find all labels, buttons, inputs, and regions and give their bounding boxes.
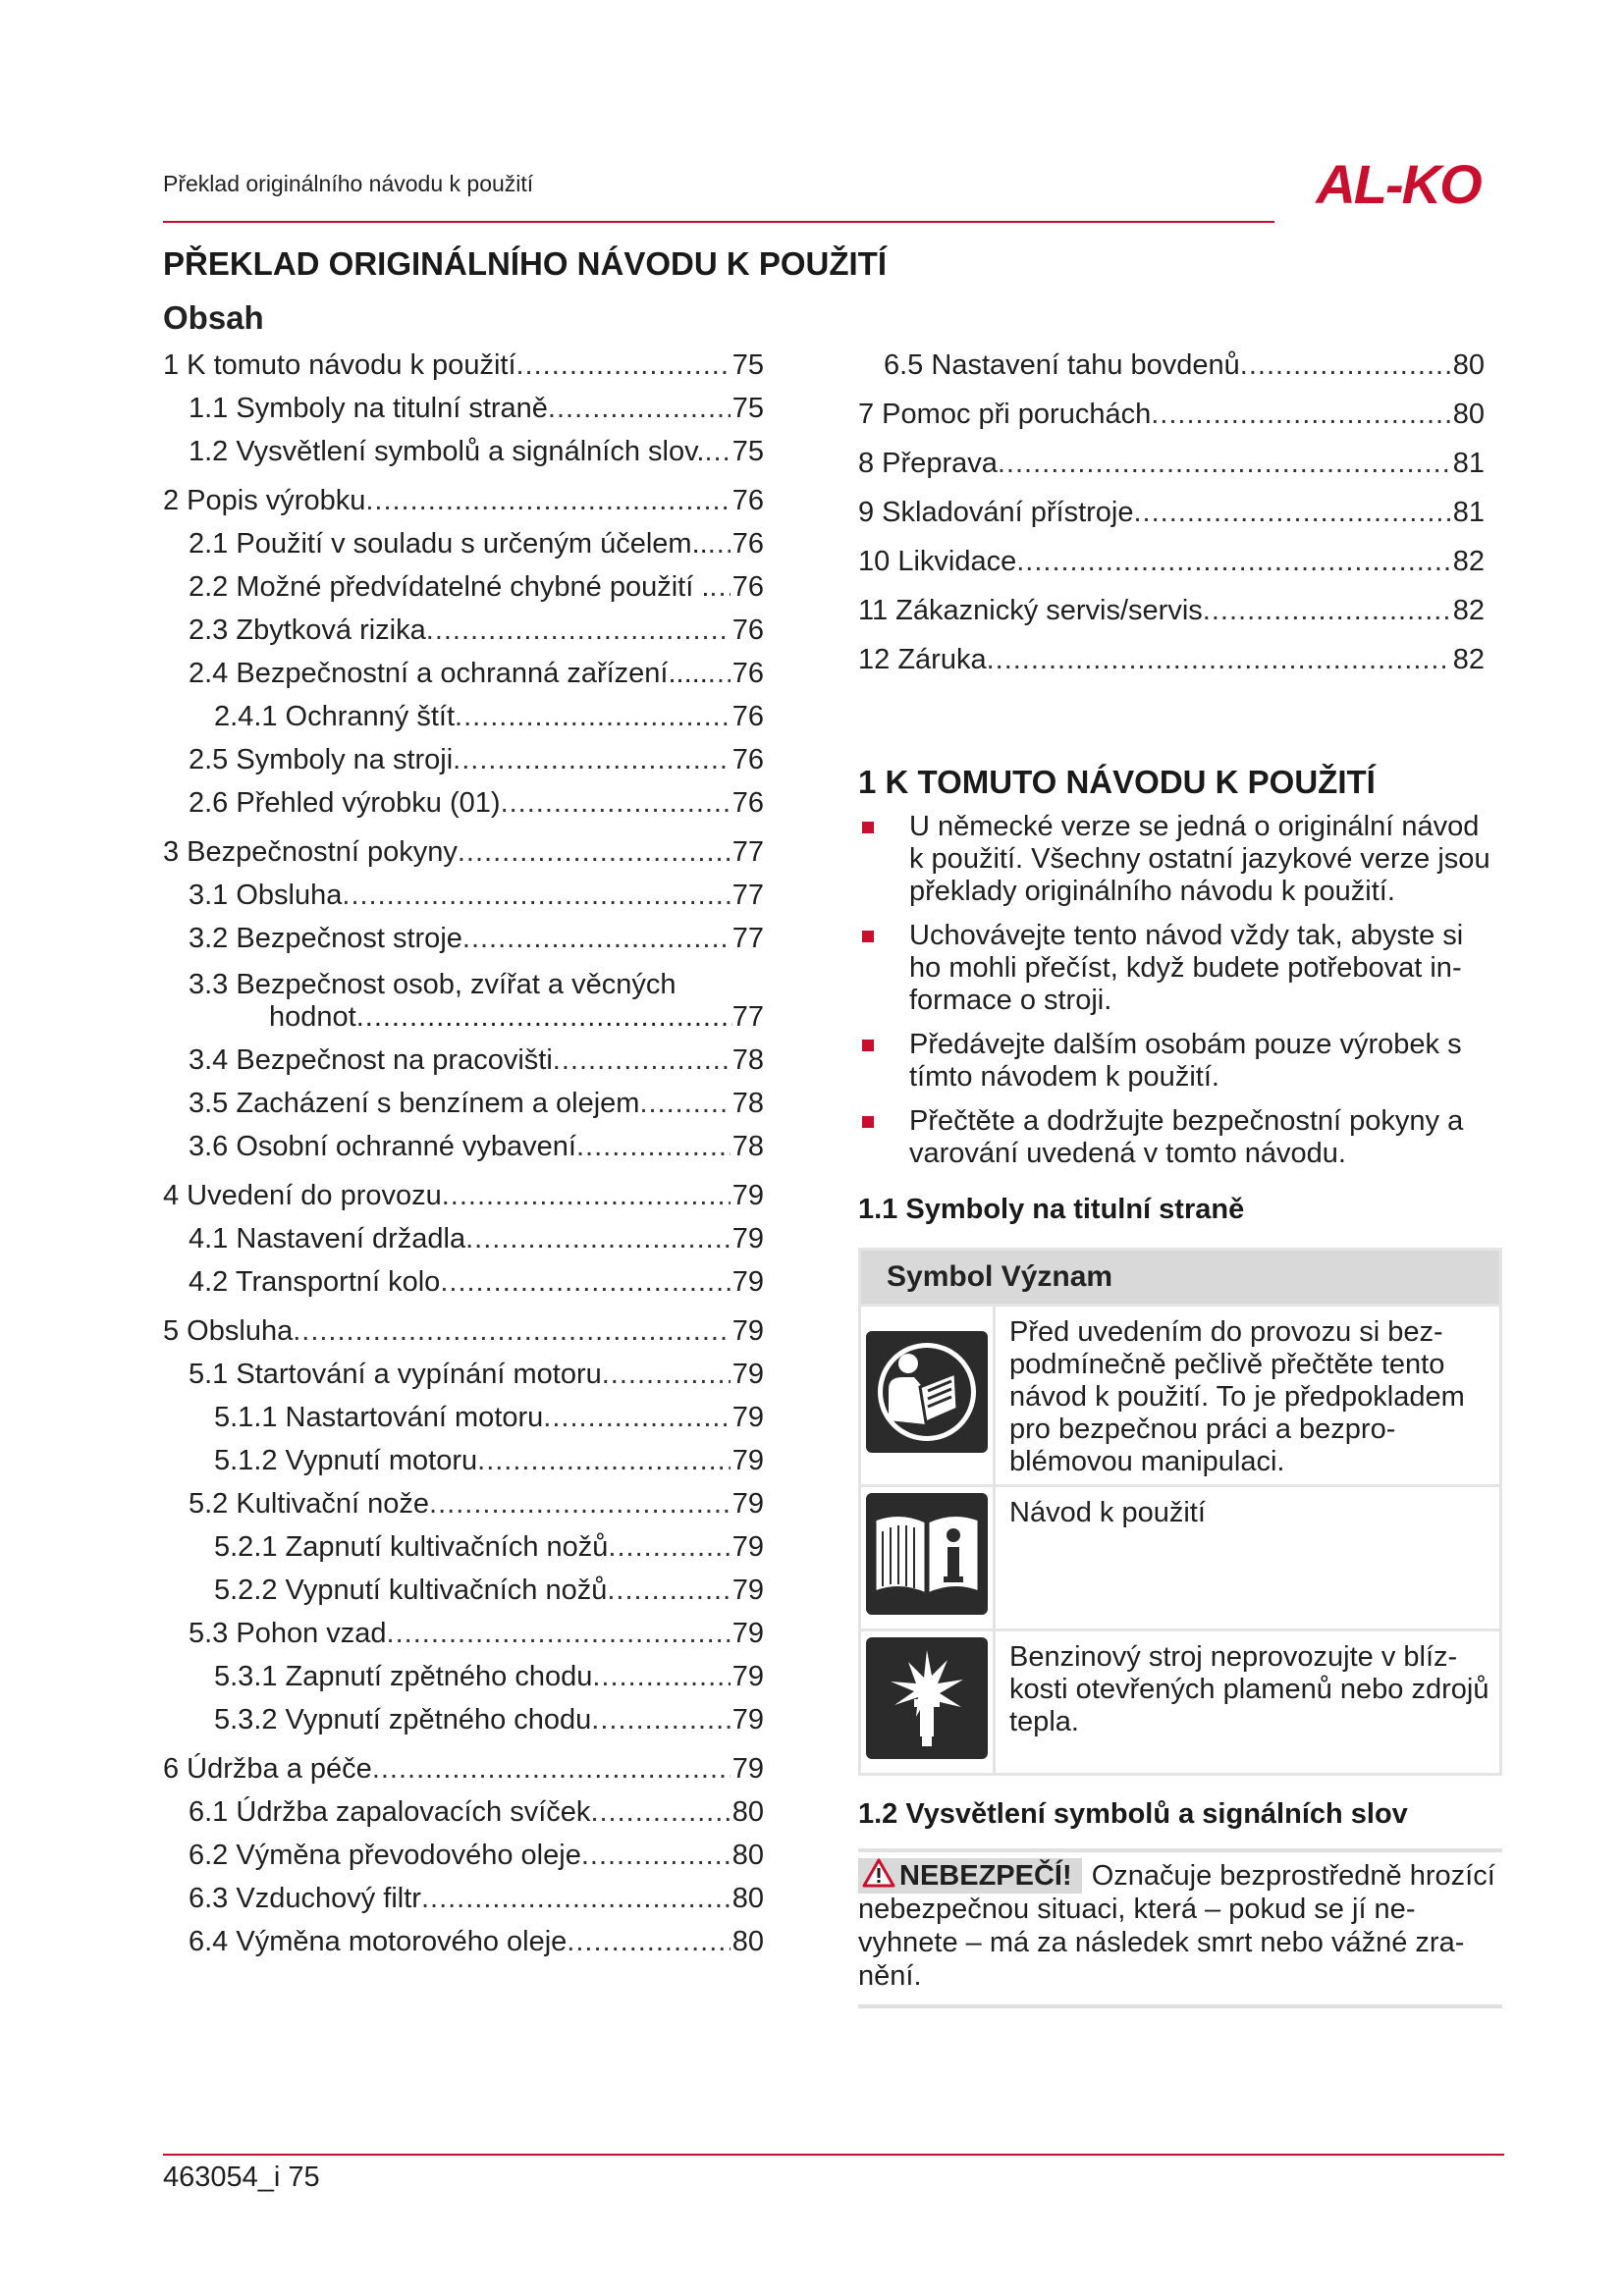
toc-leader (608, 1530, 730, 1564)
toc-entry-title: 6.2 Výměna převodového oleje (189, 1840, 581, 1871)
toc-entry-title: 3 Bezpečnostní pokyny (163, 836, 458, 868)
bullet-text: Předávejte dalším osobám pouze výrobek s tímto návodem k použití. (909, 1029, 1462, 1093)
toc-leader (709, 570, 730, 604)
toc-entry[interactable] (163, 1179, 764, 1212)
toc-leader (567, 1925, 730, 1958)
toc-entry-title: 6.4 Výměna motorového oleje (189, 1926, 568, 1957)
toc-leader (453, 743, 731, 776)
toc-leader (455, 700, 731, 733)
toc-entry[interactable] (163, 1795, 764, 1829)
header-subtitle: Překlad originálního návodu k použití (163, 171, 534, 196)
toc-leader (639, 1087, 730, 1120)
toc-leader (708, 527, 731, 561)
toc-leader (421, 1882, 731, 1915)
toc-entry[interactable] (858, 545, 1485, 578)
toc-entry[interactable] (163, 1265, 764, 1299)
toc-entry-title: 5.2.2 Vypnutí kultivačních nožů (214, 1575, 608, 1606)
toc-entry-title: 6.3 Vzduchový filtr (189, 1883, 421, 1914)
toc-entry-page: 79 (731, 1531, 764, 1563)
toc-leader (365, 484, 730, 517)
toc-entry-page: 79 (731, 1402, 764, 1433)
toc-entry[interactable] (163, 1660, 764, 1693)
toc-entry[interactable] (858, 398, 1485, 431)
toc-entry[interactable] (163, 1925, 764, 1958)
toc-entry-page: 80 (731, 1840, 764, 1871)
toc-entry-title: 8 Přeprava (858, 448, 998, 479)
table-row (860, 1306, 1501, 1486)
bullet-item (858, 920, 1496, 1017)
toc-leader (387, 1617, 731, 1650)
toc-entry-title: 4.2 Transportní kolo (189, 1266, 441, 1298)
toc-entry-title: 1.1 Symboly na titulní straně (189, 393, 548, 424)
toc-entry-page: 75 (731, 436, 764, 467)
toc-entry[interactable] (163, 835, 764, 869)
toc-entry-title: 5.3.1 Zapnutí zpětného chodu (214, 1661, 593, 1692)
symbol-cell (860, 1486, 995, 1630)
toc-leader (429, 1487, 731, 1521)
toc-entry-title: 2.5 Symboly na stroji (189, 744, 454, 775)
toc-entry[interactable] (858, 447, 1485, 480)
toc-left-column (163, 348, 764, 1958)
toc-entry-title: 1 K tomuto návodu k použití (163, 349, 516, 381)
read-manual-icon (865, 1330, 989, 1454)
toc-leader (590, 1795, 730, 1829)
toc-entry[interactable] (163, 657, 764, 690)
footer-page-id: 463054_i 75 (163, 2162, 320, 2193)
toc-entry-page: 76 (731, 787, 764, 819)
toc-entry-title: 6 Údržba a péče (163, 1753, 372, 1785)
toc-entry-page: 79 (731, 1445, 764, 1476)
manual-info-icon (865, 1492, 989, 1616)
toc-entry-title: 9 Skladování přístroje (858, 497, 1134, 528)
toc-entry-page: 75 (731, 349, 764, 381)
toc-entry[interactable] (163, 484, 764, 517)
meaning-cell: Návod k použití (995, 1486, 1501, 1630)
toc-entry-page: 82 (1452, 546, 1485, 577)
toc-entry-page: 79 (731, 1704, 764, 1735)
toc-entry-page: 76 (731, 658, 764, 689)
toc-right-column (858, 348, 1485, 676)
toc-entry-title: 5.1 Startování a vypínání motoru (189, 1359, 602, 1390)
toc-entry[interactable] (163, 570, 764, 604)
toc-entry-title: 5.2.1 Zapnutí kultivačních nožů (214, 1531, 609, 1563)
alko-logo (1292, 155, 1504, 214)
toc-entry[interactable] (163, 1487, 764, 1521)
toc-entry[interactable] (163, 786, 764, 820)
toc-leader (293, 1314, 731, 1348)
toc-entry-title: 6.5 Nastavení tahu bovdenů (884, 349, 1240, 381)
bullet-item (858, 1105, 1496, 1170)
toc-entry[interactable] (163, 1444, 764, 1477)
toc-entry-title: 2.4 Bezpečnostní a ochranná zařízení..... (189, 658, 708, 689)
toc-entry-title: 1.2 Vysvětlení symbolů a signálních slov. (189, 436, 705, 467)
toc-entry[interactable] (163, 348, 764, 382)
symbol-cell (860, 1630, 995, 1775)
toc-entry-page: 77 (731, 923, 764, 954)
toc-entry-page: 81 (1452, 448, 1485, 479)
toc-leader (516, 348, 731, 382)
toc-entry-title: 2.3 Zbytková rizika (189, 614, 426, 646)
toc-entry-title: 2.1 Použití v souladu s určeným účelem.. (189, 528, 708, 560)
toc-entry-title: 4 Uvedení do provozu (163, 1180, 442, 1211)
toc-entry-title: 5.1.2 Vypnutí motoru (214, 1445, 478, 1476)
toc-leader (501, 786, 731, 820)
toc-entry-page: 80 (1452, 349, 1485, 381)
toc-leader (704, 435, 730, 468)
toc-entry[interactable] (163, 1358, 764, 1391)
toc-leader (602, 1358, 731, 1391)
symbol-table-header-cell (860, 1250, 1501, 1306)
toc-entry-page: 79 (731, 1661, 764, 1692)
toc-leader (543, 1401, 730, 1434)
section-1-1-title: 1.1 Symboly na titulní straně (858, 1194, 1245, 1225)
toc-leader (576, 1130, 731, 1163)
toc-entry-page: 79 (731, 1753, 764, 1785)
toc-entry-page: 79 (731, 1223, 764, 1255)
toc-leader (458, 835, 731, 869)
toc-leader (708, 657, 731, 690)
toc-entry-title: 4.1 Nastavení držadla (189, 1223, 466, 1255)
bullet-item (858, 811, 1496, 908)
toc-leader (465, 1222, 731, 1255)
toc-leader (987, 643, 1451, 676)
toc-entry-title: 3.2 Bezpečnost stroje (189, 923, 462, 954)
toc-entry-title: 2.6 Přehled výrobku (01) (189, 787, 501, 819)
section-1-bullets (858, 811, 1496, 1182)
table-row (860, 1630, 1501, 1775)
toc-entry[interactable] (163, 1703, 764, 1736)
toc-entry-page: 78 (731, 1131, 764, 1162)
toc-entry[interactable] (163, 1839, 764, 1872)
toc-entry[interactable] (163, 1574, 764, 1607)
toc-entry-page: 79 (731, 1575, 764, 1606)
toc-entry-page: 78 (731, 1044, 764, 1076)
toc-entry-page: 75 (731, 393, 764, 424)
bullet-square-icon (862, 822, 874, 833)
toc-entry[interactable] (163, 1043, 764, 1077)
toc-entry-title: 2.2 Možné předvídatelné chybné použití . (189, 571, 710, 603)
toc-entry[interactable] (163, 527, 764, 561)
bullet-square-icon (862, 1040, 874, 1051)
toc-leader (462, 922, 731, 955)
toc-entry-page: 80 (731, 1926, 764, 1957)
toc-entry[interactable] (163, 1087, 764, 1120)
toc-entry-page: 77 (731, 880, 764, 911)
toc-entry-page: 78 (731, 1088, 764, 1119)
toc-entry-page: 76 (731, 614, 764, 646)
footer-divider (163, 2154, 1504, 2156)
toc-entry[interactable] (163, 922, 764, 955)
toc-entry-page: 79 (731, 1180, 764, 1211)
toc-entry-title: 5.2 Kultivační nože (189, 1488, 430, 1520)
toc-entry[interactable] (163, 1530, 764, 1564)
toc-entry-page: 76 (731, 701, 764, 732)
table-row (860, 1486, 1501, 1630)
toc-entry-title: 2.4.1 Ochranný štít (214, 701, 456, 732)
danger-notice (858, 1848, 1502, 2008)
toc-entry-title-line1: 3.3 Bezpečnost osob, zvířat a věcných (189, 969, 677, 1000)
toc-entry[interactable] (163, 1882, 764, 1915)
toc-entry-title: 5 Obsluha (163, 1315, 294, 1347)
toc-entry-page: 79 (731, 1266, 764, 1298)
symbol-table-header (860, 1250, 1501, 1306)
toc-leader (442, 1179, 731, 1212)
toc-entry-page: 80 (1452, 399, 1485, 430)
toc-entry-page: 76 (731, 744, 764, 775)
toc-entry[interactable] (858, 348, 1485, 382)
toc-leader (1016, 545, 1451, 578)
toc-entry-page: 79 (731, 1359, 764, 1390)
toc-entry[interactable] (163, 614, 764, 647)
section-1-2-title: 1.2 Vysvětlení symbolů a signálních slov (858, 1798, 1408, 1830)
toc-leader (548, 392, 731, 425)
toc-entry-title: 2 Popis výrobku (163, 485, 366, 516)
toc-leader (477, 1444, 731, 1477)
toc-entry-page: 80 (731, 1796, 764, 1828)
toc-entry-title-line2: hodnot (269, 1001, 356, 1033)
toc-entry-page: 77 (731, 1001, 764, 1033)
toc-entry-title: 5.1.1 Nastartování motoru (214, 1402, 544, 1433)
toc-entry[interactable] (858, 643, 1485, 676)
toc-entry[interactable] (163, 1752, 764, 1786)
toc-entry[interactable] (858, 496, 1485, 529)
no-open-flame-icon (865, 1636, 989, 1760)
bullet-item (858, 1029, 1496, 1094)
meaning-cell: Před uvedením do provozu si bezpodmínečně pečlivě přečtěte tento návod k použití. To je předpokladem pro bezpečnou práci a bezproblémovou manipulaci. (995, 1306, 1501, 1486)
bullet-text: U německé verze se jedná o originální návod k použití. Všechny ostatní jazykové verze jsou překlady originálního návodu k použití. (909, 811, 1490, 907)
toc-entry[interactable] (163, 1401, 764, 1434)
bullet-square-icon (862, 931, 874, 942)
symbol-table (858, 1248, 1502, 1776)
toc-entry[interactable] (163, 435, 764, 468)
toc-leader (998, 447, 1451, 480)
toc-entry-title: 3.1 Obsluha (189, 880, 343, 911)
bullet-text: Přečtěte a dodržujte bezpečnostní pokyny a varování uvedená v tomto návodu. (909, 1105, 1464, 1169)
toc-entry[interactable] (163, 743, 764, 776)
signal-description: Označuje bezprostředně hrozící nebezpečnou situaci, která – pokud se jí nevyhnete – má za následek smrt nebo vážné zranění. (858, 1860, 1495, 1992)
toc-entry-page: 80 (731, 1883, 764, 1914)
header-divider (163, 221, 1274, 223)
toc-entry-page: 79 (731, 1315, 764, 1347)
toc-entry[interactable] (163, 1222, 764, 1255)
toc-entry-title: 5.3.2 Vypnutí zpětného chodu (214, 1704, 592, 1735)
toc-leader (1203, 594, 1451, 627)
toc-leader (356, 1001, 732, 1034)
toc-leader (1151, 398, 1451, 431)
document-title: PŘEKLAD ORIGINÁLNÍHO NÁVODU K POUŽITÍ (163, 245, 888, 282)
toc-entry-title: 3.6 Osobní ochranné vybavení (189, 1131, 576, 1162)
toc-entry-page: 79 (731, 1488, 764, 1520)
toc-entry-wrapped[interactable] (163, 969, 764, 1034)
toc-entry-title: 6.1 Údržba zapalovacích svíček (189, 1796, 591, 1828)
section-1-title: 1 K TOMUTO NÁVODU K POUŽITÍ (858, 764, 1376, 800)
toc-entry-page: 79 (731, 1618, 764, 1649)
toc-leader (372, 1752, 731, 1786)
toc-entry-page: 82 (1452, 644, 1485, 675)
toc-entry-page: 76 (731, 528, 764, 560)
toc-entry-title: 11 Zákaznický servis/servis (858, 595, 1203, 626)
toc-entry[interactable] (163, 700, 764, 733)
toc-entry[interactable] (163, 1617, 764, 1650)
toc-leader (553, 1043, 731, 1077)
toc-entry-title: 12 Záruka (858, 644, 987, 675)
toc-entry-page: 77 (731, 836, 764, 868)
bullet-text: Uchovávejte tento návod vždy tak, abyste si ho mohli přečíst, když budete potřebovat informace o stroji. (909, 920, 1464, 1016)
logo-text: AL-KO (1316, 155, 1481, 214)
toc-leader (342, 879, 730, 912)
toc-entry-title: 10 Likvidace (858, 546, 1017, 577)
toc-heading: Obsah (163, 299, 264, 336)
toc-entry-title: 5.3 Pohon vzad (189, 1618, 387, 1649)
col-symbol: Symbol (887, 1260, 994, 1293)
toc-leader (1133, 496, 1450, 529)
toc-leader (592, 1660, 730, 1693)
toc-entry-page: 76 (731, 571, 764, 603)
toc-entry-title: 7 Pomoc při poruchách (858, 399, 1152, 430)
toc-entry[interactable] (163, 1130, 764, 1163)
toc-entry[interactable] (163, 392, 764, 425)
bullet-square-icon (862, 1116, 874, 1128)
toc-entry-title: 3.4 Bezpečnost na pracovišti (189, 1044, 553, 1076)
toc-entry[interactable] (163, 1314, 764, 1348)
toc-leader (426, 614, 731, 647)
signal-word-label (858, 1858, 1082, 1894)
toc-entry-page: 82 (1452, 595, 1485, 626)
meaning-cell: Benzinový stroj neprovozujte v blízkosti otevřených plamenů nebo zdrojů tepla. (995, 1630, 1501, 1775)
warning-triangle-icon (862, 1858, 895, 1888)
symbol-cell (860, 1306, 995, 1486)
toc-leader (607, 1574, 730, 1607)
toc-entry[interactable] (858, 594, 1485, 627)
toc-leader (1240, 348, 1451, 382)
signal-word: NEBEZPEČÍ! (899, 1860, 1072, 1892)
toc-leader (581, 1839, 731, 1872)
toc-leader (440, 1265, 730, 1299)
toc-entry-page: 76 (731, 485, 764, 516)
toc-entry[interactable] (163, 879, 764, 912)
toc-leader (591, 1703, 730, 1736)
toc-entry-page: 81 (1452, 497, 1485, 528)
col-meaning: Význam (1001, 1260, 1113, 1293)
toc-entry-title: 3.5 Zacházení s benzínem a olejem (189, 1088, 640, 1119)
